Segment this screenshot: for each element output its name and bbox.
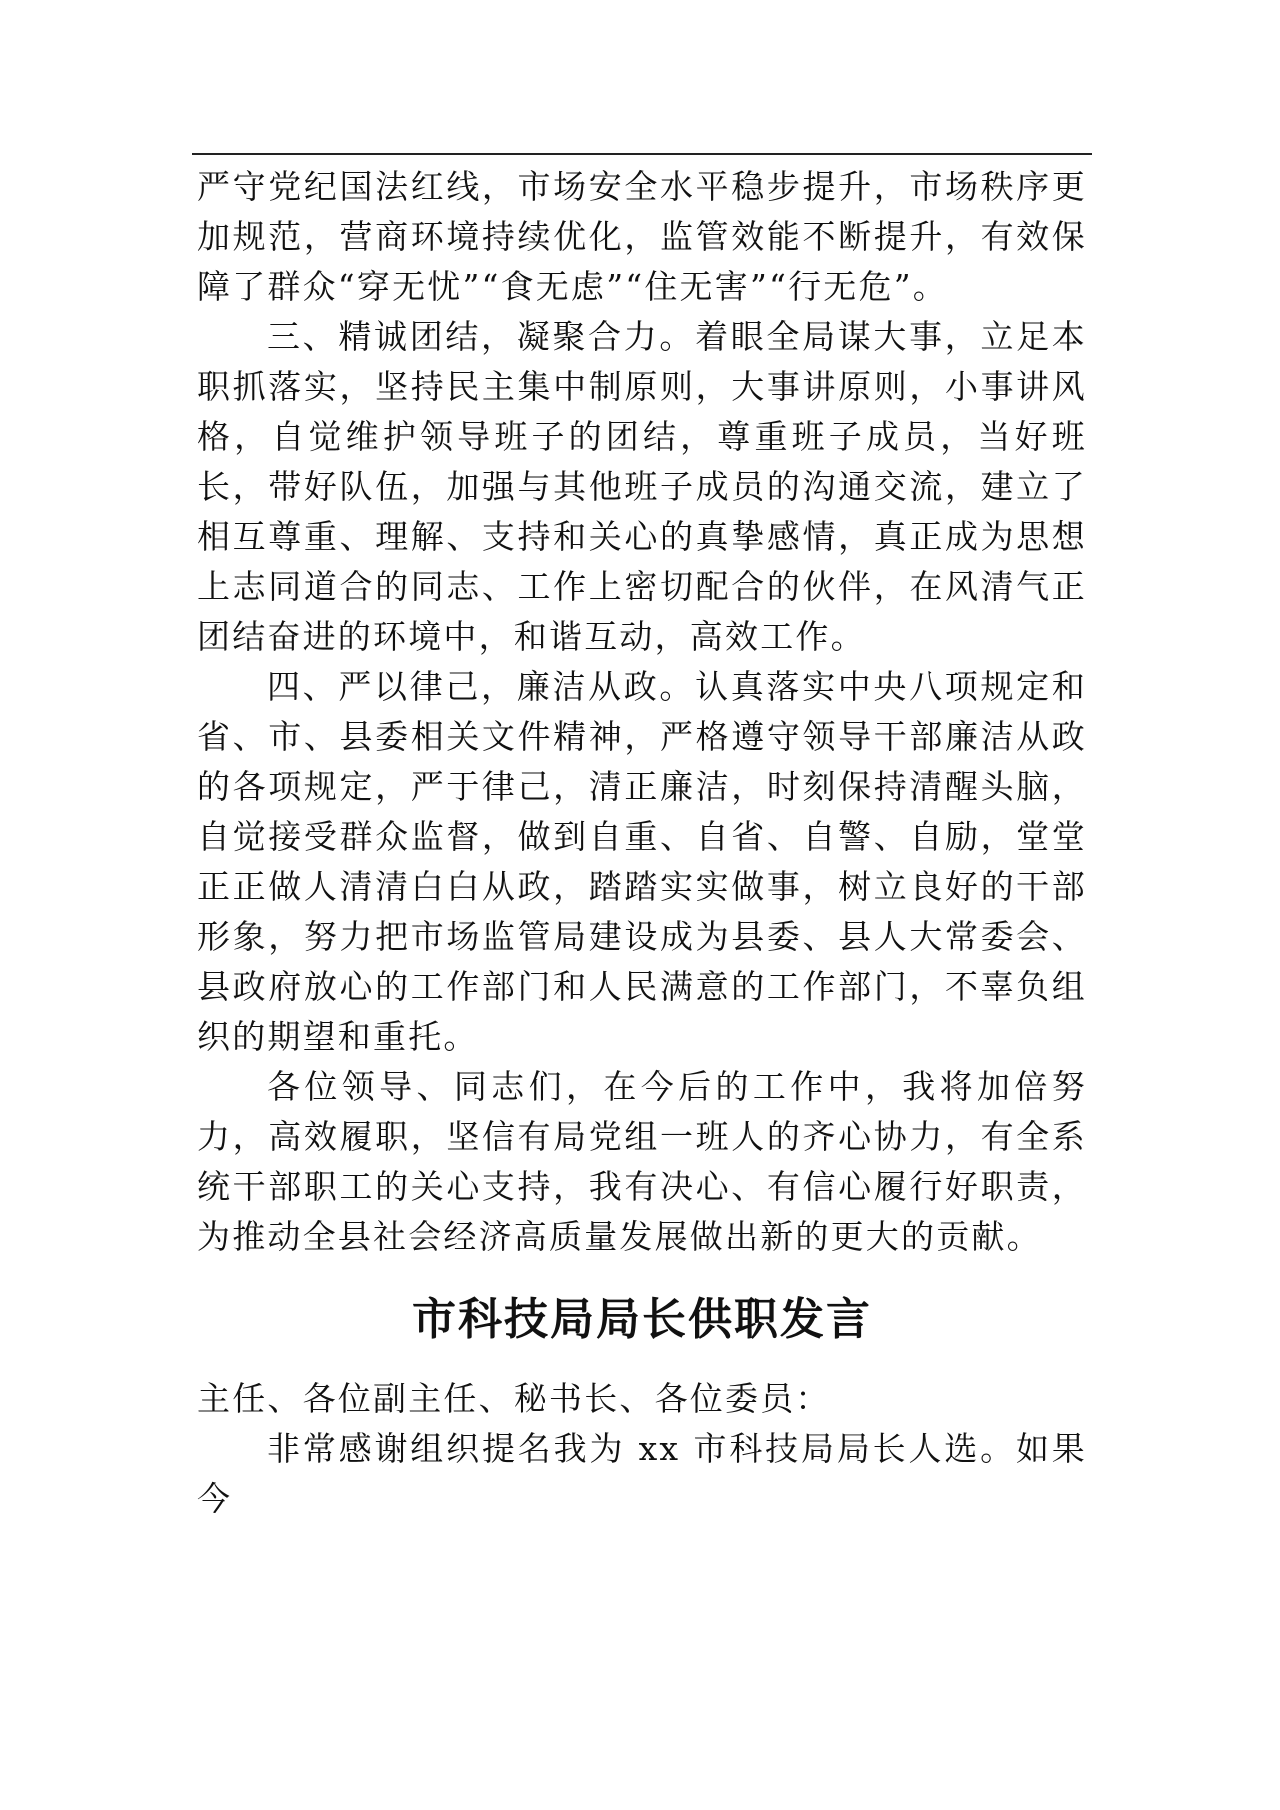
header-rule	[192, 153, 1092, 155]
paragraph-continued: 严守党纪国法红线，市场安全水平稳步提升，市场秩序更加规范，营商环境持续优化，监管效能不断提升，有效保障了群众“穿无忧”“食无虑”“住无害”“行无危”。	[197, 167, 1087, 306]
paragraph-unity: 三、精诚团结，凝聚合力。着眼全局谋大事，立足本职抓落实，坚持民主集中制原则，大事讲原则，小事讲风格，自觉维护领导班子的团结，尊重班子成员，当好班长，带好队伍，加强与其他班子成员的沟通交流，建立了相互尊重、理解、支持和关心的真挚感情，真正成为思想上志同道合的同志、工作上密切配合的伙伴，在风清气正团结奋进的环境中，和谐互动，高效工作。	[197, 317, 1087, 656]
section-title: 市科技局局长供职发言	[412, 1294, 872, 1345]
document-body	[197, 162, 1087, 1524]
paragraph-integrity: 四、严以律己，廉洁从政。认真落实中央八项规定和省、市、县委相关文件精神，严格遵守领导干部廉洁从政的各项规定，严于律己，清正廉洁，时刻保持清醒头脑，自觉接受群众监督，做到自重、自省、自警、自励，堂堂正正做人清清白白从政，踏踏实实做事，树立良好的干部形象，努力把市场监管局建设成为县委、县人大常委会、县政府放心的工作部门和人民满意的工作部门，不辜负组织的期望和重托。	[197, 667, 1087, 1056]
paragraph-closing: 各位领导、同志们，在今后的工作中，我将加倍努力，高效履职，坚信有局党组一班人的齐心协力，有全系统干部职工的关心支持，我有决心、有信心履行好职责，为推动全县社会经济高质量发展做出新的更大的贡献。	[197, 1067, 1087, 1256]
salutation: 主任、各位副主任、秘书长、各位委员：	[197, 1379, 831, 1418]
paragraph-opening: 非常感谢组织提名我为 xx 市科技局局长人选。如果今	[197, 1429, 1087, 1518]
